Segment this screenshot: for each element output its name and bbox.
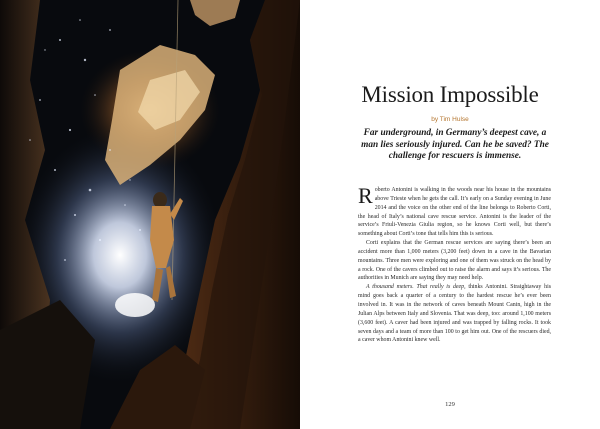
article-title: Mission Impossible (361, 82, 539, 107)
text-page (300, 0, 600, 429)
body-paragraph-1 (358, 183, 551, 239)
article-body (358, 183, 551, 345)
drop-cap: R (358, 183, 373, 208)
body-paragraph-3-text: thinks Antonini. Straightaway his mind goes back a quarter of a century to the hardest rescue he’s ever been involved in. It was in the network of caves beneath Mount Canin, high in the Julian Alps between Italy and Slovenia. That was deep, too: around 1,100 meters (3,600 feet). A caver had been injured and was trapped by falling rocks. It took seven days and a team of more than 100 to get him out. One of the rescuers died, a caver whom Antonini knew well. (358, 284, 551, 344)
body-paragraph-1-text: oberto Antonini is walking in the woods near his house in the mountains above Trieste when he gets the call. It’s early on a Sunday evening in June 2014 and the voice on the other end of the line belongs to Roberto Corti, the head of Italy’s national cave rescue service. Antonini is the leader of the service’s Friuli-Venezia Giulia region, so he knows Corti well, but there’s something about Corti’s tone that tells him this is serious. (358, 187, 551, 238)
article-byline: by Tim Hulse (431, 116, 469, 123)
body-paragraph-3 (358, 283, 551, 345)
page-number: 129 (445, 401, 455, 408)
body-paragraph-3-italic: A thousand meters. That really is deep, (366, 284, 466, 291)
article-deck: Far underground, in Germany’s deepest cave, a man lies seriously injured. Can he be saved? The challenge for rescuers is immense. (361, 128, 549, 161)
body-paragraph-2: Corti explains that the German rescue services are saying there’s been an accident more than 1,000 meters (3,200 feet) down in a cave in the Bavarian mountains. Three men were exploring and one of them was struck on the head by a rock. One of the cavers climbed out to raise the alarm and says it’s serious. The authorities in Munich are saying they may need help. (358, 240, 551, 282)
